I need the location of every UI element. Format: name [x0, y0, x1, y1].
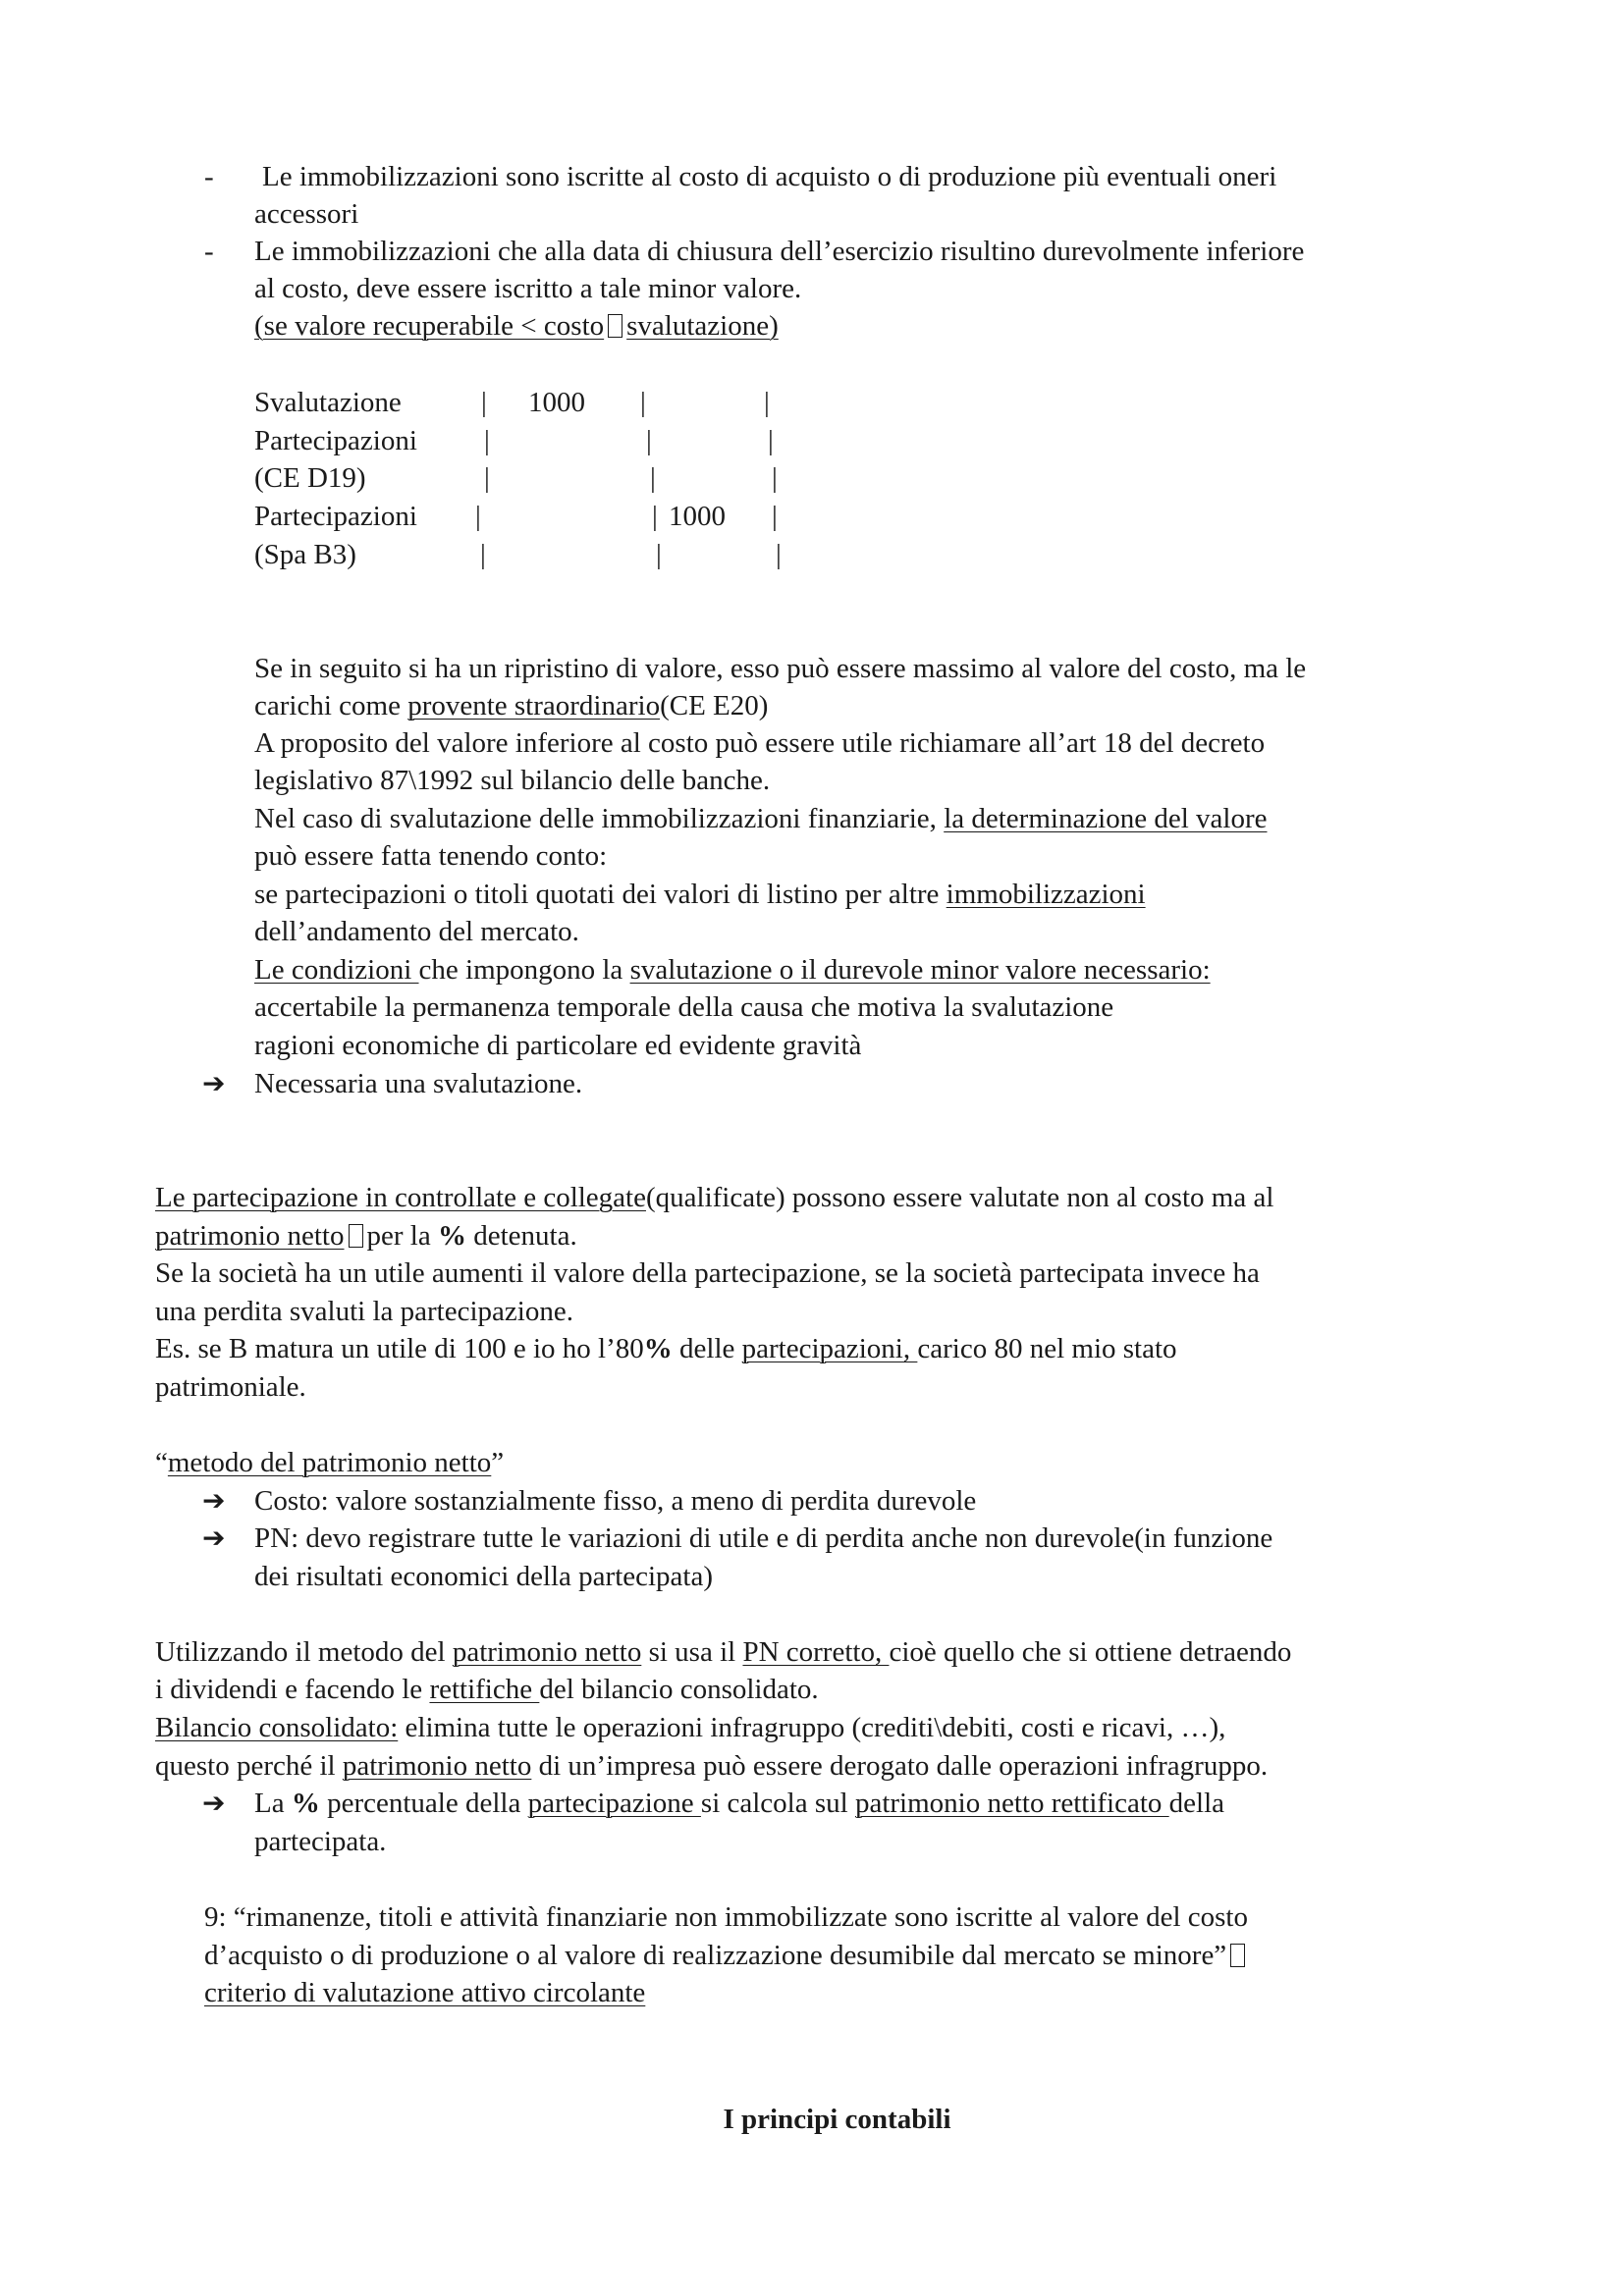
text-span: patrimonio netto [342, 1750, 532, 1782]
ledger-separator: | [650, 462, 656, 494]
text-span: (se valore recuperabile < costo [254, 310, 605, 342]
text-span: cioè quello che si ottiene detraendo [889, 1636, 1292, 1668]
text-span: percentuale della [319, 1788, 528, 1819]
text-span: di un’impresa può essere derogato dalle operazioni infragruppo. [531, 1750, 1269, 1782]
ledger-separator: | [484, 462, 490, 494]
text-span: questo perché il [155, 1750, 343, 1782]
ledger-separator: | [776, 539, 782, 570]
text-span: % [291, 1788, 320, 1819]
paragraph-line: accertabile la permanenza temporale della causa che motiva la svalutazione [254, 991, 1114, 1023]
section-heading: I principi contabili [723, 2104, 951, 2135]
paragraph-line [155, 1671, 819, 1709]
text-span: svalutazione o il durevole minor valore necessario: [629, 954, 1211, 986]
text-span: carico 80 nel mio stato [917, 1333, 1177, 1364]
text-span: provente straordinario [407, 690, 661, 721]
ledger-separator: | [656, 539, 662, 570]
arrow-bullet-icon: ➔ [202, 1522, 226, 1554]
bullet-2-line-2: al costo, deve essere iscritto a tale minor valore. [254, 273, 802, 304]
text-span: ” [491, 1447, 505, 1478]
missing-glyph-icon [608, 314, 622, 338]
text-span: Utilizzando il metodo del [155, 1636, 453, 1668]
text-span: svalutazione) [626, 310, 779, 342]
text-span: la determinazione del valore [944, 803, 1268, 834]
paragraph-line: patrimoniale. [155, 1371, 306, 1403]
ledger-separator: | [481, 387, 487, 418]
paragraph-line [155, 1330, 1177, 1368]
paragraph-line [155, 1709, 1225, 1747]
text-span: rettifiche [429, 1674, 540, 1705]
text-span: immobilizzazioni [946, 879, 1146, 910]
text-span: % [437, 1220, 466, 1252]
text-span: Bilancio consolidato: [155, 1712, 399, 1743]
paragraph-line [155, 1217, 577, 1255]
text-span: per la [366, 1220, 438, 1252]
text-span: “ [155, 1447, 168, 1478]
paragraph-line [254, 951, 1211, 989]
paragraph-line: PN: devo registrare tutte le variazioni di utile e di perdita anche non durevole(in funzione [254, 1522, 1273, 1554]
ledger-separator: | [652, 501, 658, 532]
ledger-separator: | [772, 462, 778, 494]
paragraph-line: Necessaria una svalutazione. [254, 1068, 583, 1099]
text-span: della [1168, 1788, 1225, 1819]
ledger-label: Partecipazioni [254, 501, 417, 532]
paragraph-line: dei risultati economici della partecipata) [254, 1561, 714, 1592]
text-span: si calcola sul [700, 1788, 855, 1819]
text-span: metodo del patrimonio netto [167, 1447, 492, 1478]
ledger-credit: 1000 [669, 501, 726, 532]
text-span: (CE E20) [660, 690, 769, 721]
ledger-separator: | [480, 539, 486, 570]
paragraph-line [254, 876, 1146, 914]
paragraph-line: 9: “rimanenze, titoli e attività finanziarie non immobilizzate sono iscritte al valore del costo [204, 1901, 1248, 1933]
ledger-separator: | [764, 387, 770, 418]
paragraph-line: Costo: valore sostanzialmente fisso, a meno di perdita durevole [254, 1485, 977, 1517]
ledger-separator: | [640, 387, 646, 418]
bullet-1-line-2: accessori [254, 198, 359, 230]
text-span: PN corretto, [742, 1636, 890, 1668]
text-span: Le condizioni [254, 954, 419, 986]
paragraph-line: una perdita svaluti la partecipazione. [155, 1296, 573, 1327]
paragraph-line: Se la società ha un utile aumenti il valore della partecipazione, se la società partecipata invece ha [155, 1257, 1260, 1289]
paragraph-line: ragioni economiche di particolare ed evidente gravità [254, 1030, 862, 1061]
ledger-separator: | [484, 425, 490, 456]
text-span: (qualificate) possono essere valutate non al costo ma al [645, 1182, 1274, 1213]
paragraph-line: può essere fatta tenendo conto: [254, 840, 608, 872]
text-span: La [254, 1788, 292, 1819]
dash-bullet: - [204, 161, 214, 192]
text-span: Nel caso di svalutazione delle immobilizzazioni finanziarie, [254, 803, 945, 834]
ledger-separator: | [646, 425, 652, 456]
arrow-bullet-icon: ➔ [202, 1484, 226, 1517]
ledger-separator: | [772, 501, 778, 532]
paragraph-line: A proposito del valore inferiore al costo può essere utile richiamare all’art 18 del decreto [254, 727, 1266, 759]
paragraph-line: partecipata. [254, 1826, 387, 1857]
bullet-1-line-1: Le immobilizzazioni sono iscritte al costo di acquisto o di produzione più eventuali oneri [262, 161, 1277, 192]
text-span: partecipazione [527, 1788, 701, 1819]
paragraph-line [204, 1937, 1249, 1975]
ledger-label: (Spa B3) [254, 539, 356, 570]
arrow-bullet-icon: ➔ [202, 1787, 226, 1819]
text-span: d’acquisto o di produzione o al valore di realizzazione desumibile dal mercato se minore” [204, 1940, 1227, 1971]
missing-glyph-icon [1230, 1944, 1245, 1967]
ledger-separator: | [768, 425, 774, 456]
bullet-2-line-1: Le immobilizzazioni che alla data di chiusura dell’esercizio risultino durevolmente inferiore [254, 236, 1305, 267]
text-span: del bilancio consolidato. [539, 1674, 819, 1705]
bullet-2-line-3 [254, 307, 779, 346]
text-span: elimina tutte le operazioni infragruppo (crediti\debiti, costi e ricavi, …), [398, 1712, 1226, 1743]
paragraph-line [254, 687, 768, 725]
paragraph-line: legislativo 87\1992 sul bilancio delle banche. [254, 765, 771, 796]
arrow-bullet-icon: ➔ [202, 1067, 226, 1099]
text-span: % [643, 1333, 673, 1364]
text-span: delle [672, 1333, 742, 1364]
text-span: Es. se B matura un utile di 100 e io ho l’80 [155, 1333, 644, 1364]
text-span: Le partecipazione in controllate e collegate [155, 1182, 646, 1213]
paragraph-line: criterio di valutazione attivo circolante [204, 1977, 646, 2008]
paragraph-line [155, 1179, 1273, 1217]
text-span: carichi come [254, 690, 408, 721]
text-span: si usa il [641, 1636, 743, 1668]
text-span: i dividendi e facendo le [155, 1674, 430, 1705]
paragraph-line: Se in seguito si ha un ripristino di valore, esso può essere massimo al valore del costo, ma le [254, 653, 1307, 684]
text-span: che impongono la [418, 954, 630, 986]
paragraph-line: dell’andamento del mercato. [254, 916, 579, 947]
text-span: detenuta. [465, 1220, 577, 1252]
text-span: patrimonio netto rettificato [854, 1788, 1169, 1819]
paragraph-line [254, 800, 1268, 838]
paragraph-line [155, 1633, 1291, 1672]
paragraph-line [155, 1444, 504, 1482]
text-span: patrimonio netto [452, 1636, 642, 1668]
dash-bullet: - [204, 236, 214, 267]
ledger-label: Svalutazione [254, 387, 402, 418]
ledger-separator: | [475, 501, 481, 532]
ledger-debit: 1000 [528, 387, 585, 418]
ledger-label: (CE D19) [254, 462, 366, 494]
text-span: patrimonio netto [155, 1220, 345, 1252]
missing-glyph-icon [349, 1224, 363, 1248]
text-span: se partecipazioni o titoli quotati dei valori di listino per altre [254, 879, 947, 910]
text-span: partecipazioni, [741, 1333, 918, 1364]
paragraph-line [155, 1747, 1268, 1786]
paragraph-line [254, 1785, 1224, 1823]
ledger-label: Partecipazioni [254, 425, 417, 456]
